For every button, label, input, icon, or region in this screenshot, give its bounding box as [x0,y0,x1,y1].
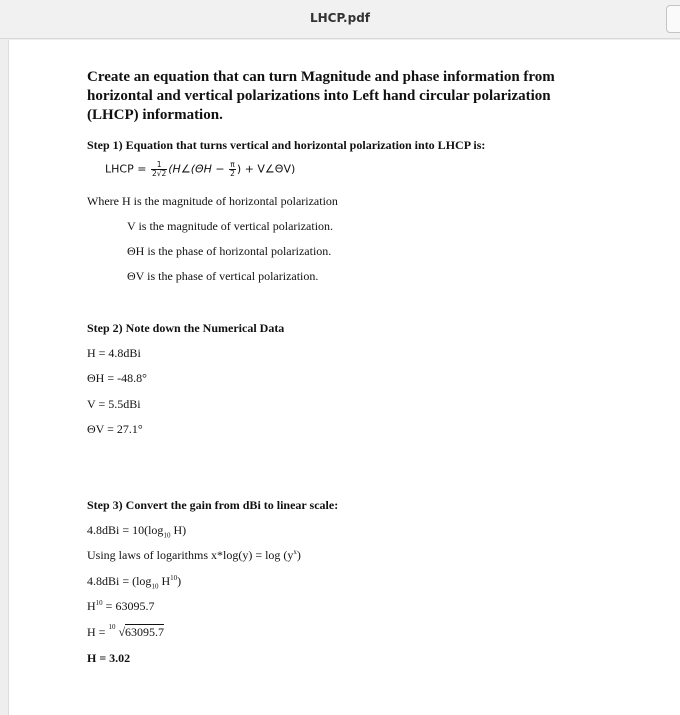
data-line-0: H = 4.8dBi [87,346,141,360]
step3-line-5-a: H = [87,625,109,639]
where-line-1: V is the magnitude of vertical polarization. [127,219,334,233]
equation-part1: (H∠(ΘH − [168,162,225,176]
where-line-3: ΘV is the phase of vertical polarization. [127,269,319,283]
equation-fraction [151,161,167,178]
step3-title: Step 3) Convert the gain from dBi to linear scale: [87,498,339,512]
lhcp-equation [105,161,295,178]
step3-line-2 [87,548,301,563]
equation-lhs: LHCP = [105,162,147,176]
step3-line-3-b: H [158,574,171,588]
step3-line-2-b: ) [296,548,301,562]
where-line-2: ΘH is the phase of horizontal polarization. [127,244,332,258]
where-line-0: Where H is the magnitude of horizontal polarization [87,194,338,208]
step2-title: Step 2) Note down the Numerical Data [87,321,285,335]
radical-sign: √ [118,625,126,639]
step3-line-4 [87,599,154,614]
step3-line-1-a: 4.8dBi = 10(log [87,523,164,537]
radical-body: 63095.7 [125,625,165,639]
step3-line-1 [87,523,186,538]
step3-line-3-c: ) [177,574,182,588]
step3-line-4-b: = 63095.7 [102,599,155,613]
window-control-button[interactable] [666,5,680,33]
step1-title: Step 1) Equation that turns vertical and horizontal polarization into LHCP is: [87,138,486,152]
title-bar [0,0,680,39]
radical-index: 10 [108,623,116,631]
log-base-subscript: 10 [151,582,159,591]
pdf-page [8,40,680,715]
data-line-3: ΘV = 27.1° [87,422,143,436]
step3-line-5 [87,625,164,640]
pi-fraction [229,161,236,178]
data-line-1: ΘH = -48.8° [87,371,147,385]
result-line: H = 3.02 [87,651,131,665]
data-line-2: V = 5.5dBi [87,397,141,411]
pi-denominator: 2 [230,169,235,178]
equation-part2: ) + V∠ΘV) [236,162,296,176]
exponent-superscript: 10 [95,599,103,607]
log-base-subscript: 10 [163,531,171,540]
fraction-denominator: 2√2 [151,169,167,178]
document-title: LHCP.pdf [309,11,371,25]
step3-line-4-a: H [87,599,96,613]
exponent-superscript: 10 [170,574,178,582]
pi-numerator: π [230,160,235,169]
document-heading: Create an equation that can turn Magnitude and phase information from horizontal and vertical polarizations into Left hand circular polarization (LHCP) information. [87,69,555,123]
step3-line-3-a: 4.8dBi = (log [87,574,152,588]
exponent-superscript: x [293,548,297,556]
step3-line-3 [87,574,181,589]
fraction-numerator: 1 [151,161,167,170]
step3-line-1-b: H) [170,523,187,537]
step3-line-2-a: Using laws of logarithms x*log(y) = log (y [87,548,294,562]
radical [108,625,164,640]
